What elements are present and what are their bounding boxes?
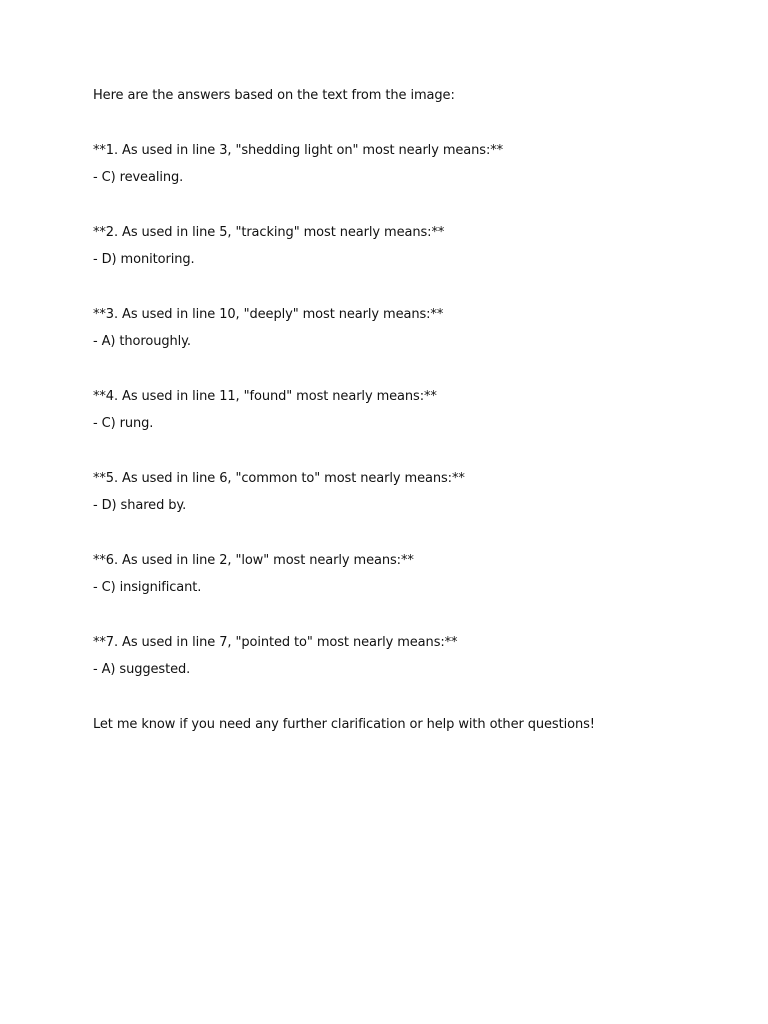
- question-2: **2. As used in line 5, "tracking" most nearly means:**: [93, 225, 445, 240]
- qa-item-4: [93, 388, 733, 432]
- question-4: **4. As used in line 11, "found" most nearly means:**: [93, 389, 437, 404]
- closing-text: Let me know if you need any further clarification or help with other questions!: [93, 717, 595, 732]
- qa-item-5: [93, 470, 733, 514]
- qa-item-7: [93, 634, 733, 678]
- answer-4: - C) rung.: [93, 416, 154, 431]
- qa-item-2: [93, 224, 733, 268]
- intro-text: Here are the answers based on the text from the image:: [93, 88, 455, 103]
- qa-item-6: [93, 552, 733, 596]
- answer-7: - A) suggested.: [93, 662, 191, 677]
- qa-item-1: [93, 142, 733, 186]
- question-3: **3. As used in line 10, "deeply" most nearly means:**: [93, 307, 444, 322]
- answer-2: - D) monitoring.: [93, 252, 195, 267]
- answer-5: - D) shared by.: [93, 498, 187, 513]
- document-body: [93, 87, 733, 733]
- answer-1: - C) revealing.: [93, 170, 184, 185]
- qa-item-3: [93, 306, 733, 350]
- answer-6: - C) insignificant.: [93, 580, 202, 595]
- question-5: **5. As used in line 6, "common to" most nearly means:**: [93, 471, 465, 486]
- answer-3: - A) thoroughly.: [93, 334, 191, 349]
- question-7: **7. As used in line 7, "pointed to" most nearly means:**: [93, 635, 458, 650]
- question-1: **1. As used in line 3, "shedding light on" most nearly means:**: [93, 143, 504, 158]
- question-6: **6. As used in line 2, "low" most nearly means:**: [93, 553, 414, 568]
